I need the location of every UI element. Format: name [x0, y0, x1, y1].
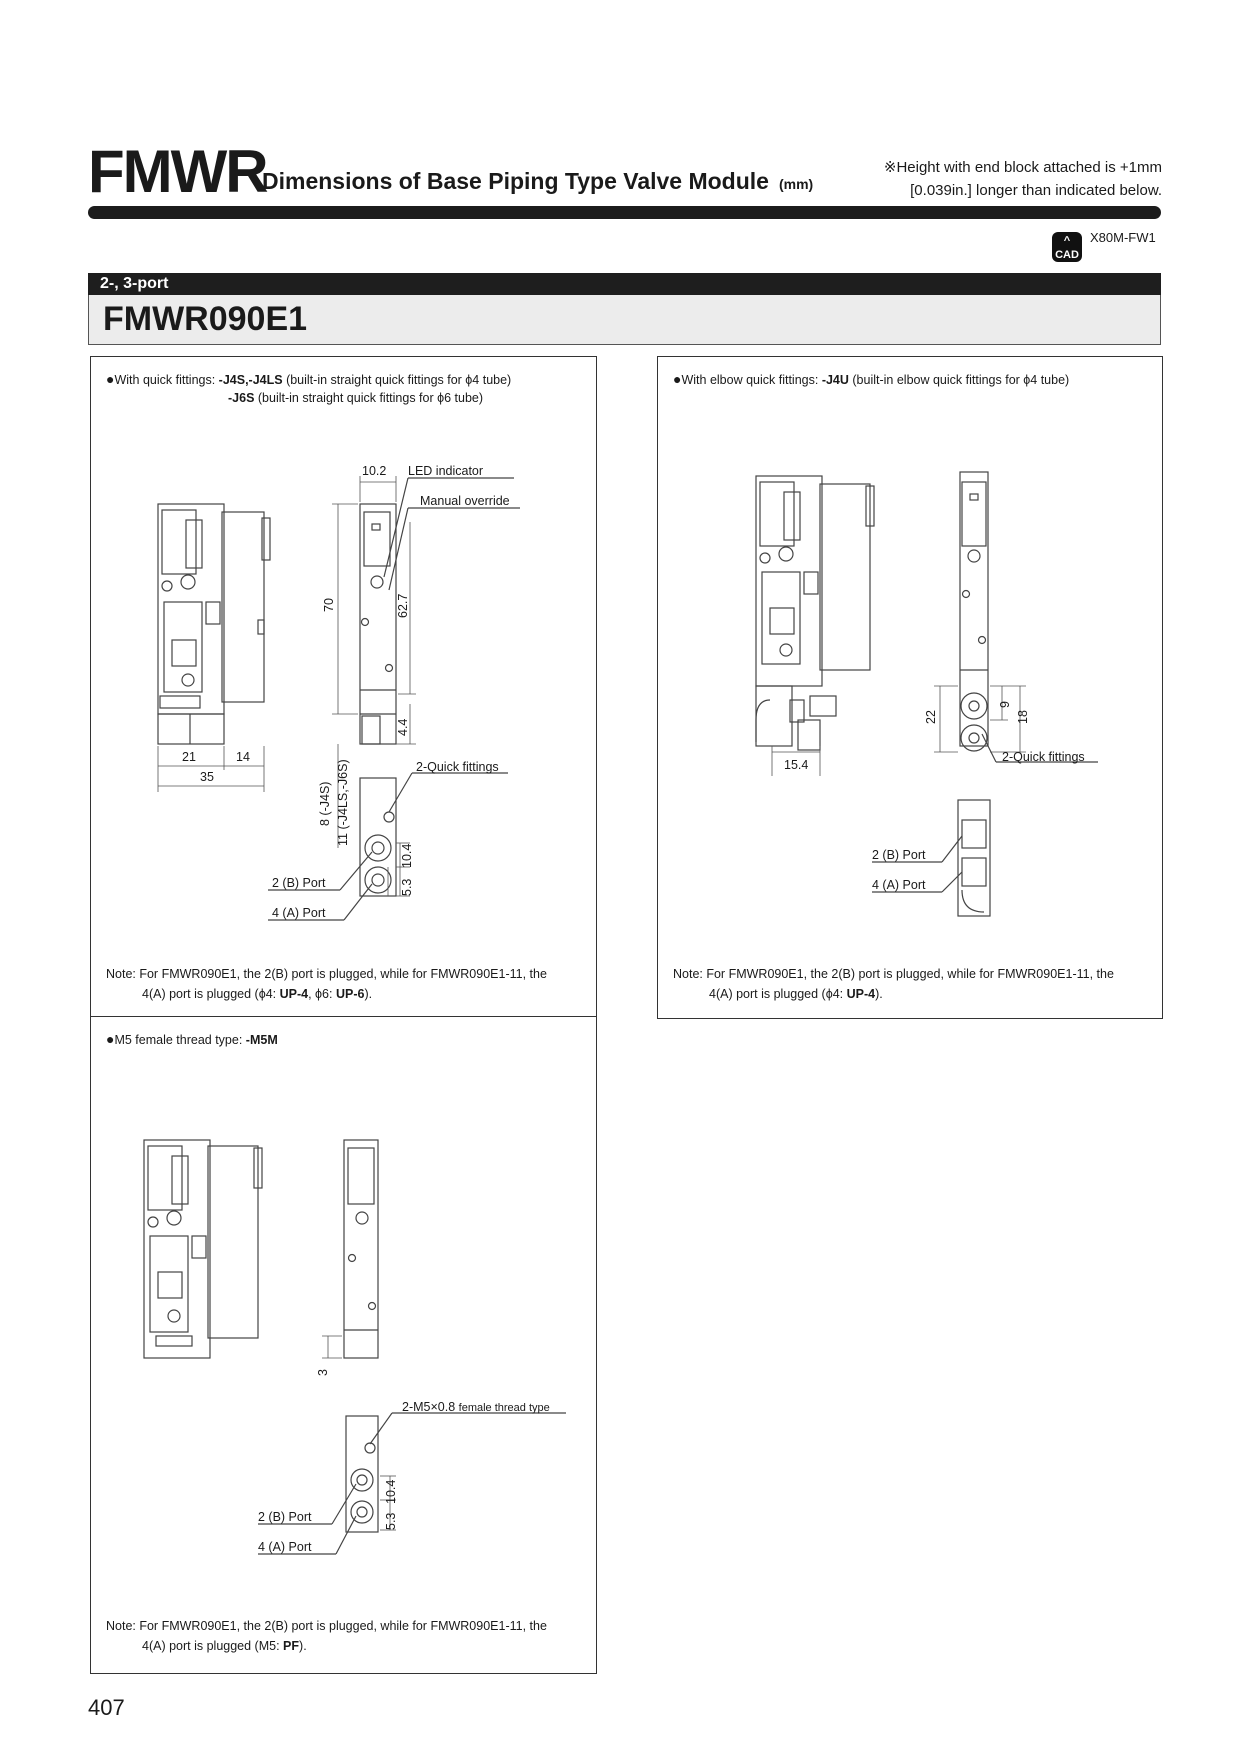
- bullet-icon: ●: [106, 371, 115, 387]
- label-port-a: 4 (A) Port: [872, 878, 926, 892]
- label-quick-fittings: 2-Quick fittings: [416, 760, 499, 774]
- bullet-icon: ●: [106, 1031, 115, 1047]
- dim-70: 70: [322, 598, 336, 612]
- label-port-b: 2 (B) Port: [258, 1510, 312, 1524]
- panel-straight-intro-2: -J6S (built-in straight quick fittings for ϕ6 tube): [228, 391, 484, 405]
- label-port-a: 4 (A) Port: [258, 1540, 312, 1554]
- cad-icon[interactable]: ^ CAD: [1052, 232, 1082, 262]
- section-band: 2-, 3-port: [88, 273, 1161, 295]
- cad-label: CAD: [1055, 249, 1079, 261]
- dim-22: 22: [924, 710, 938, 724]
- dim-5-3: 5.3: [384, 1512, 398, 1530]
- dim-18: 18: [1016, 710, 1030, 724]
- label-quick-fittings: 2-Quick fittings: [1002, 750, 1085, 764]
- dim-10-4: 10.4: [400, 843, 414, 868]
- dim-5-3: 5.3: [400, 878, 414, 896]
- dim-8-j4s: 8 (-J4S): [318, 781, 332, 826]
- label-led-indicator: LED indicator: [408, 464, 484, 478]
- panel-straight-note: Note: For FMWR090E1, the 2(B) port is plugged, while for FMWR090E1-11, the 4(A) port is plugged (ϕ4: UP-4, ϕ6: UP-6).: [106, 967, 547, 1001]
- cad-code[interactable]: X80M-FW1: [1090, 230, 1156, 245]
- label-m5-thread: 2-M5×0.8 female thread type: [402, 1400, 550, 1414]
- dim-35: 35: [200, 770, 214, 784]
- dim-4-4: 4.4: [396, 718, 410, 736]
- label-port-b: 2 (B) Port: [272, 876, 326, 890]
- dim-10-2: 10.2: [362, 464, 387, 478]
- panel-m5-intro: ●M5 female thread type: -M5M: [106, 1031, 278, 1047]
- subtitle-text: Dimensions of Base Piping Type Valve Module: [262, 168, 769, 194]
- height-note-line2: [0.039in.] longer than indicated below.: [910, 182, 1162, 199]
- label-port-b: 2 (B) Port: [872, 848, 926, 862]
- dim-10-4: 10.4: [384, 1479, 398, 1504]
- dim-15-4: 15.4: [784, 758, 809, 772]
- panel-m5-note: Note: For FMWR090E1, the 2(B) port is plugged, while for FMWR090E1-11, the 4(A) port is plugged (M5: PF).: [106, 1619, 547, 1653]
- dim-62-7: 62.7: [396, 593, 410, 618]
- panel-elbow-intro: ●With elbow quick fittings: -J4U (built-in elbow quick fittings for ϕ4 tube): [673, 371, 1070, 387]
- panel-straight-intro: ●With quick fittings: -J4S,-J4LS (built-in straight quick fittings for ϕ4 tube): [106, 371, 512, 387]
- dim-9: 9: [998, 701, 1012, 708]
- dim-3: 3: [316, 1369, 330, 1376]
- brand-title: FMWR: [88, 138, 267, 205]
- dim-14: 14: [236, 750, 250, 764]
- bullet-icon: ●: [673, 371, 682, 387]
- page-number: 407: [88, 1695, 125, 1720]
- height-note-line1: ※Height with end block attached is +1mm: [883, 159, 1162, 176]
- unit-label: (mm): [778, 176, 814, 192]
- dim-11-j4ls-j6s: 11 (-J4LS,-J6S): [336, 759, 350, 846]
- label-port-a: 4 (A) Port: [272, 906, 326, 920]
- label-manual-override: Manual override: [420, 494, 510, 508]
- panel-elbow-note: Note: For FMWR090E1, the 2(B) port is plugged, while for FMWR090E1-11, the 4(A) port is plugged (ϕ4: UP-4).: [673, 967, 1114, 1001]
- dim-21: 21: [182, 750, 196, 764]
- model-title: FMWR090E1: [88, 295, 1161, 345]
